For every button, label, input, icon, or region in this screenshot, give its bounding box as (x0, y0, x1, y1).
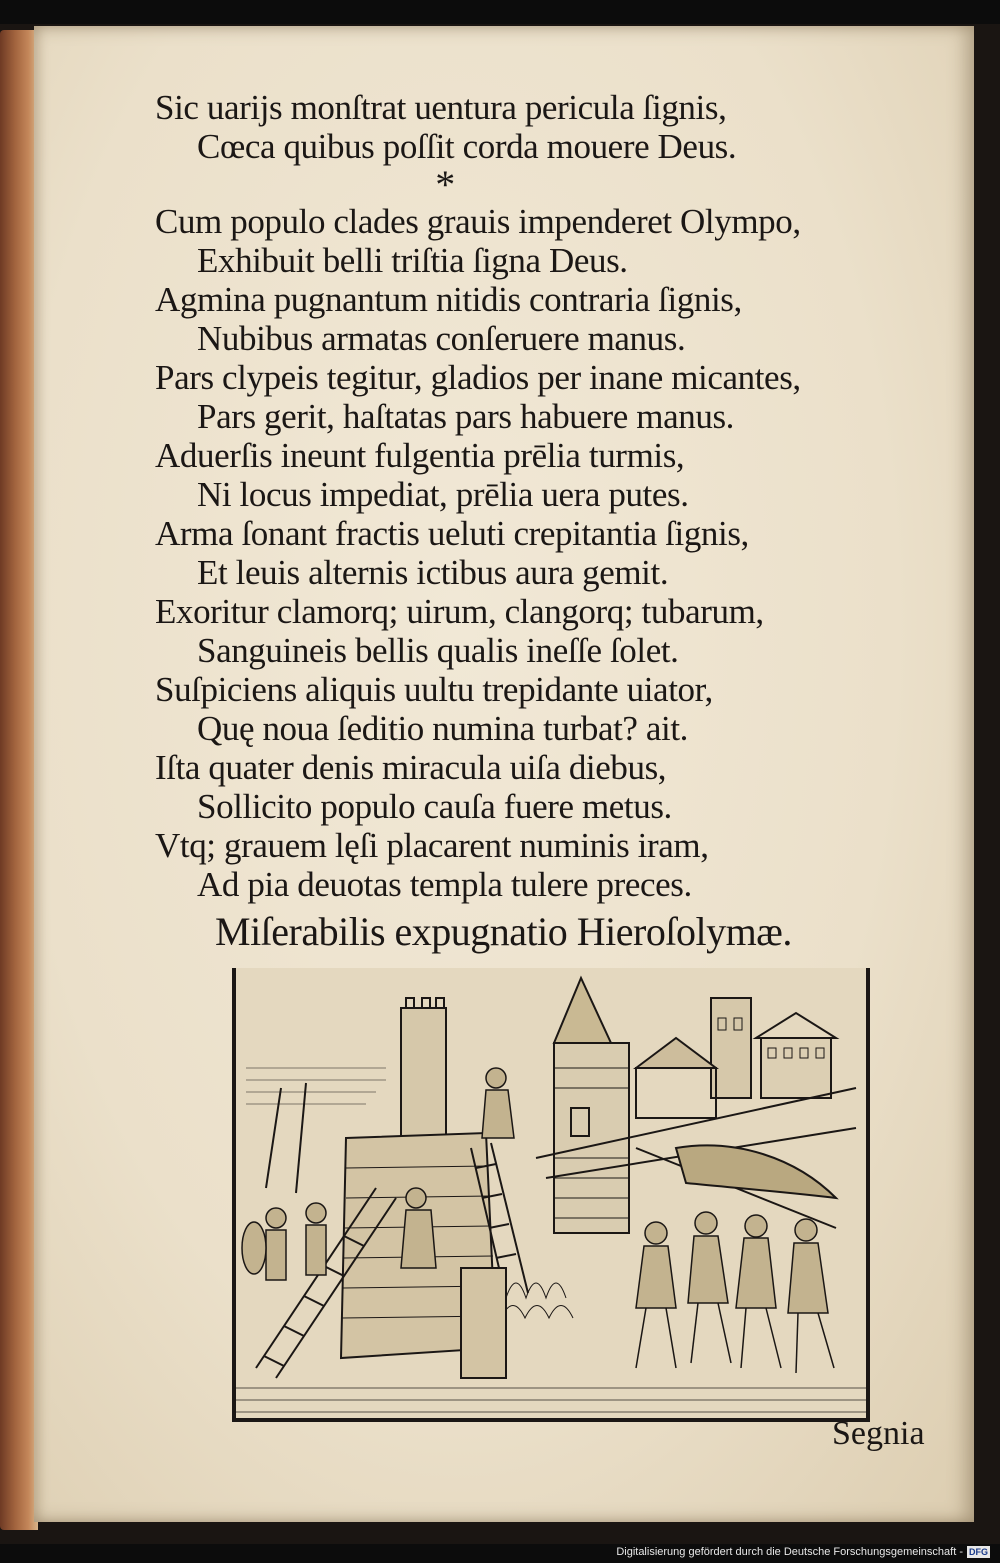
verse-line: Et leuis alternis ictibus aura gemit. (197, 553, 669, 592)
verse-line: Sollicito populo cauſa fuere metus. (197, 787, 672, 826)
verse-line: Iſta quater denis miracula uiſa diebus, (155, 748, 667, 787)
verse-line: Agmina pugnantum nitidis contraria ſignis, (155, 280, 742, 319)
siege-woodcut-svg (236, 968, 866, 1418)
book-edge (0, 30, 38, 1530)
verse-line: Sic uarijs monſtrat uentura pericula ſignis, (155, 88, 727, 127)
verse-line: Vtq; grauem lęſi placarent numinis iram, (155, 826, 709, 865)
verse-line: Sanguineis bellis qualis ineſſe ſolet. (197, 631, 679, 670)
woodcut-caption: Miſerabilis expugnatio Hieroſolymæ. (215, 909, 792, 954)
verse-line: Exoritur clamorq; uirum, clangorq; tubarum, (155, 592, 764, 631)
verse-line: Suſpiciens aliquis uultu trepidante uiator, (155, 670, 713, 709)
verse-block (155, 88, 915, 904)
verse-line: Cum populo clades grauis impenderet Olympo, (155, 202, 801, 241)
verse-line: Quę noua ſeditio numina turbat? ait. (197, 709, 689, 748)
verse-line: Pars gerit, haſtatas pars habuere manus. (197, 397, 735, 436)
digitization-footer (616, 1546, 990, 1558)
woodcut-illustration (232, 968, 870, 1422)
verse-line: Aduerſis ineunt fulgentia prēlia turmis, (155, 436, 685, 475)
verse-line: Exhibuit belli triſtia ſigna Deus. (197, 241, 628, 280)
separator-asterisk: * (435, 162, 455, 207)
catchword: Segnia (832, 1415, 925, 1452)
verse-line: Arma ſonant fractis ueluti crepitantia ſignis, (155, 514, 749, 553)
verse-line: Pars clypeis tegitur, gladios per inane micantes, (155, 358, 801, 397)
verse-line: Nubibus armatas conſeruere manus. (197, 319, 686, 358)
verse-line: Ni locus impediat, prēlia uera putes. (197, 475, 689, 514)
dfg-logo-icon: DFG (969, 1547, 988, 1557)
verse-line: Cœca quibus poſſit corda mouere Deus. (197, 127, 737, 166)
footer-text: Digitalisierung gefördert durch die Deutsche Forschungsgemeinschaft - (616, 1546, 963, 1558)
verse-line: Ad pia deuotas templa tulere preces. (197, 865, 692, 904)
